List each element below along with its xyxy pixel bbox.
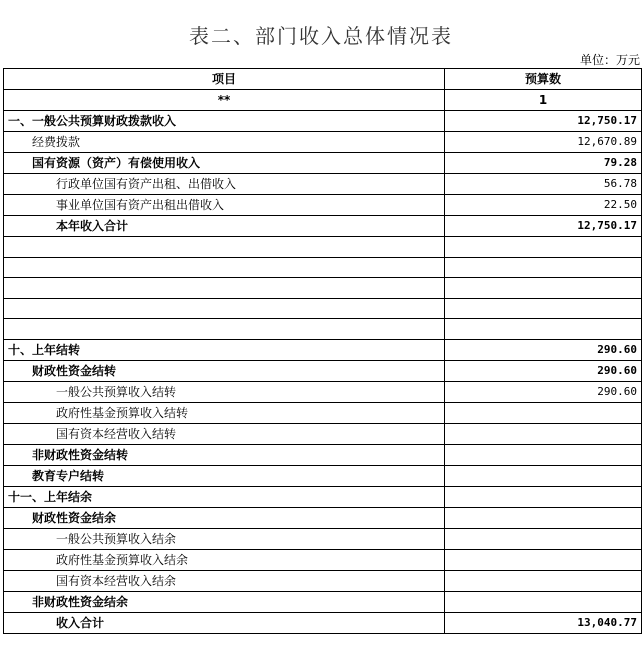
table-row	[4, 153, 642, 174]
row-value	[445, 257, 642, 278]
header-row	[4, 69, 642, 90]
table-row	[4, 216, 642, 237]
row-label: 本年收入合计	[4, 216, 445, 237]
row-label: 政府性基金预算收入结余	[4, 549, 445, 570]
row-label: 一般公共预算收入结余	[4, 528, 445, 549]
row-label	[4, 257, 445, 278]
row-value	[445, 591, 642, 612]
row-value: 12,750.17	[445, 111, 642, 132]
row-value: 290.60	[445, 381, 642, 402]
row-value	[445, 319, 642, 340]
row-value	[445, 237, 642, 258]
row-label	[4, 237, 445, 258]
table-row	[4, 257, 642, 278]
row-value: 79.28	[445, 153, 642, 174]
row-label: 财政性资金结余	[4, 507, 445, 528]
row-label: 非财政性资金结转	[4, 444, 445, 465]
row-label	[4, 278, 445, 299]
row-label: 财政性资金结转	[4, 360, 445, 381]
table-row	[4, 444, 642, 465]
row-value	[445, 570, 642, 591]
header-budget: 预算数	[445, 69, 642, 90]
row-value	[445, 507, 642, 528]
row-value: 22.50	[445, 195, 642, 216]
page-title: 表二、部门收入总体情况表	[189, 24, 453, 48]
row-value	[445, 486, 642, 507]
table-row	[4, 339, 642, 360]
row-label: 教育专户结转	[4, 465, 445, 486]
table-row	[4, 423, 642, 444]
row-label: 十、上年结转	[4, 339, 445, 360]
row-label: 非财政性资金结余	[4, 591, 445, 612]
row-label: 十一、上年结余	[4, 486, 445, 507]
unit-label: 单位：万元	[579, 53, 640, 67]
row-value	[445, 298, 642, 319]
header-item: 项目	[4, 69, 445, 90]
table-row	[4, 298, 642, 319]
row-label: 国有资本经营收入结余	[4, 570, 445, 591]
row-label: 一般公共预算收入结转	[4, 381, 445, 402]
table-row	[4, 465, 642, 486]
table-row	[4, 591, 642, 612]
table-row	[4, 360, 642, 381]
row-label	[4, 298, 445, 319]
table-row	[4, 528, 642, 549]
row-value	[445, 528, 642, 549]
table-row	[4, 549, 642, 570]
row-value: 13,040.77	[445, 612, 642, 633]
table-row	[4, 486, 642, 507]
row-label: 一、一般公共预算财政拨款收入	[4, 111, 445, 132]
row-value	[445, 278, 642, 299]
row-value: 56.78	[445, 174, 642, 195]
row-label: 经费拨款	[4, 132, 445, 153]
income-table	[3, 68, 642, 634]
sub-header-row	[4, 90, 642, 111]
table-row	[4, 319, 642, 340]
table-row	[4, 402, 642, 423]
table-row	[4, 507, 642, 528]
row-value	[445, 465, 642, 486]
table-row	[4, 132, 642, 153]
table-row	[4, 237, 642, 258]
table-row	[4, 111, 642, 132]
row-label: 事业单位国有资产出租出借收入	[4, 195, 445, 216]
table-row	[4, 174, 642, 195]
row-label: 政府性基金预算收入结转	[4, 402, 445, 423]
row-value	[445, 402, 642, 423]
sub-header-budget: 1	[445, 90, 642, 111]
row-label: 国有资本经营收入结转	[4, 423, 445, 444]
table-row	[4, 195, 642, 216]
row-label: 行政单位国有资产出租、出借收入	[4, 174, 445, 195]
table-row	[4, 612, 642, 633]
table-row	[4, 570, 642, 591]
row-value	[445, 549, 642, 570]
row-value	[445, 444, 642, 465]
row-value: 290.60	[445, 339, 642, 360]
table-row	[4, 381, 642, 402]
row-value: 12,750.17	[445, 216, 642, 237]
row-label: 收入合计	[4, 612, 445, 633]
row-label	[4, 319, 445, 340]
row-label: 国有资源（资产）有偿使用收入	[4, 153, 445, 174]
table-row	[4, 278, 642, 299]
row-value: 290.60	[445, 360, 642, 381]
sub-header-item: **	[4, 90, 445, 111]
row-value	[445, 423, 642, 444]
row-value: 12,670.89	[445, 132, 642, 153]
